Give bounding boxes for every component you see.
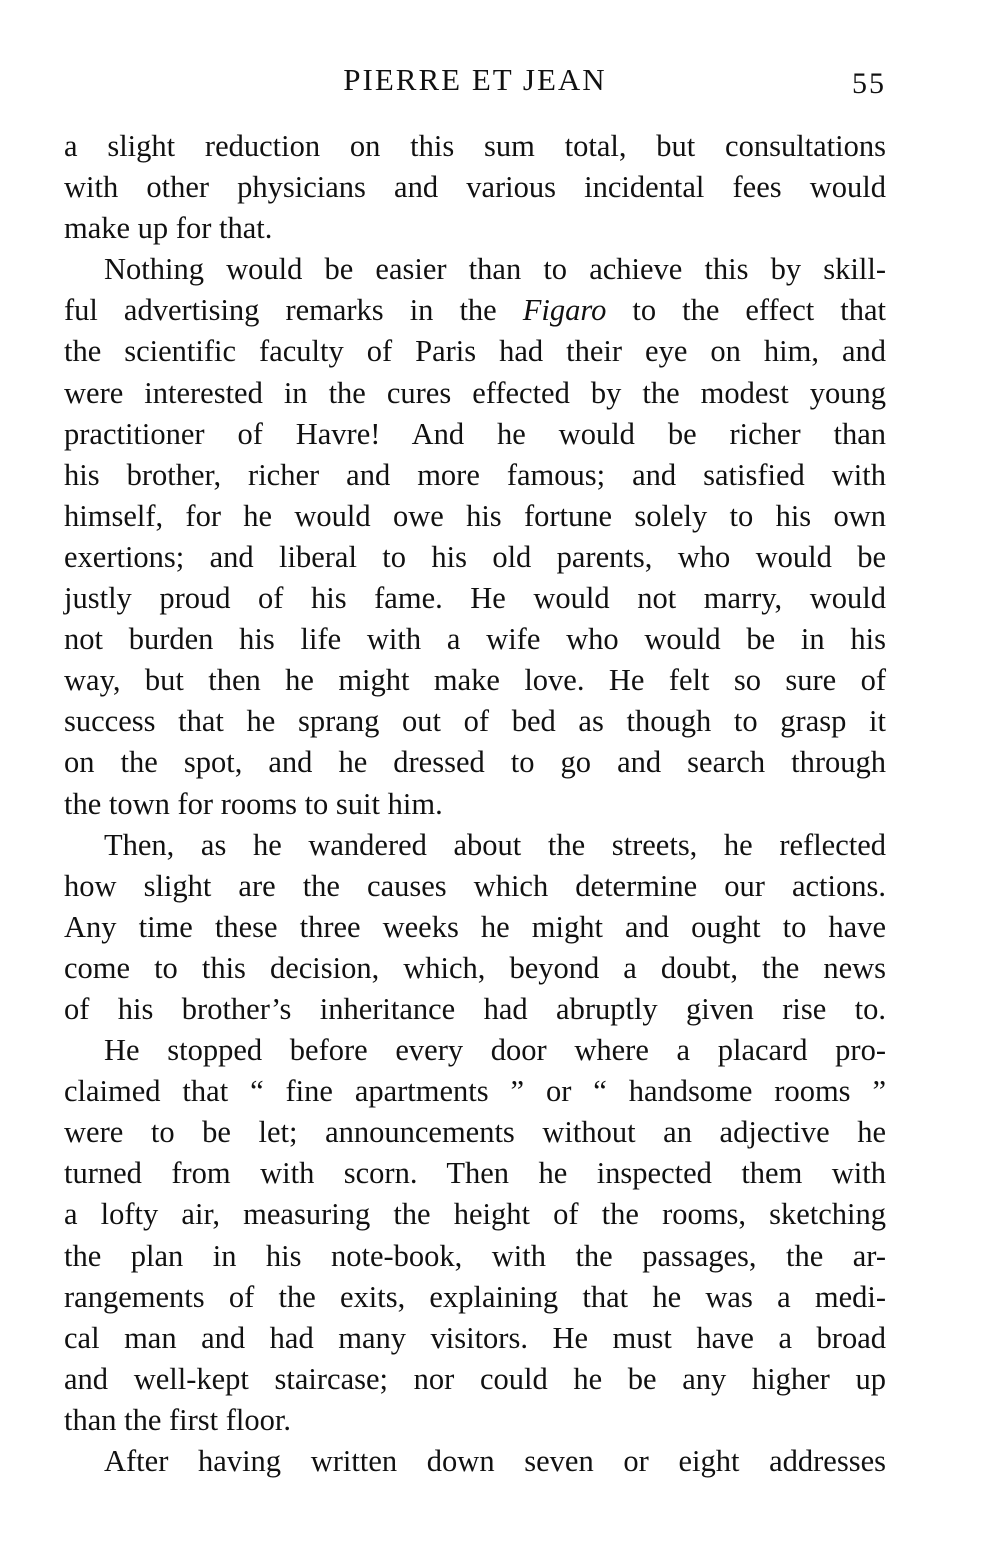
text-line: practitioner of Havre! And he would be richer than [64,416,886,451]
text-line: and well-kept staircase; nor could he be any higher up [64,1361,886,1396]
paragraph [64,1441,886,1482]
text-line: on the spot, and he dressed to go and search through [64,745,886,780]
text-line: how slight are the causes which determine our actions. [64,868,886,903]
text-line: After having written down seven or eight addresses [104,1444,886,1478]
running-title: PIERRE ET JEAN [343,62,607,97]
paragraph [64,249,886,824]
text-line: exertions; and liberal to his old parents, who would be [64,539,886,574]
text-line: a slight reduction on this sum total, but consultations [64,129,886,163]
paragraph [64,1030,886,1441]
text-line: success that he sprang out of bed as though to grasp it [64,704,886,739]
text-line: cal man and had many visitors. He must have a broad [64,1320,886,1355]
text-line: Nothing would be easier than to achieve this by skill- [104,252,886,287]
text-line: come to this decision, which, beyond a doubt, the news [64,950,886,985]
paragraph [64,825,886,1030]
text-line: than the first floor. [64,1402,292,1437]
text-line: with other physicians and various incidental fees would [64,170,886,205]
text-line: his brother, richer and more famous; and satisfied with [64,457,886,492]
running-head [64,58,886,102]
text-line: the plan in his note-book, with the passages, the ar- [64,1238,886,1273]
text-segment: ful advertising remarks in the [64,293,523,328]
text-line: a lofty air, measuring the height of the rooms, sketching [64,1197,886,1232]
text-line: of his brother’s inheritance had abruptly given rise to. [64,991,886,1026]
text-line: claimed that “ fine apartments ” or “ handsome rooms ” [64,1074,886,1109]
text-line: Any time these three weeks he might and ought to have [64,909,886,944]
text-line: were interested in the cures effected by the modest young [64,375,886,410]
text-line: not burden his life with a wife who would be in his [64,622,886,657]
text-line: himself, for he would owe his fortune solely to his own [64,498,886,533]
italic-title: Figaro [522,293,607,328]
text-line: Then, as he wandered about the streets, he reflected [104,827,886,862]
text-line: were to be let; announcements without an adjective he [64,1115,886,1150]
body-text [64,126,886,1482]
page-number: 55 [852,67,886,100]
text-line: the scientific faculty of Paris had their eye on him, and [64,334,886,369]
text-line: justly proud of his fame. He would not marry, would [64,581,886,616]
text-line: the town for rooms to suit him. [64,786,443,821]
text-line: make up for that. [64,211,273,246]
text-line: turned from with scorn. Then he inspected them with [64,1156,886,1191]
text-line: rangements of the exits, explaining that he was a medi- [64,1279,886,1314]
text-line: way, but then he might make love. He felt so sure of [64,663,886,698]
text-line [64,290,886,331]
text-line: He stopped before every door where a placard pro- [104,1033,886,1068]
paragraph [64,126,886,249]
text-segment: to the effect that [606,293,886,328]
